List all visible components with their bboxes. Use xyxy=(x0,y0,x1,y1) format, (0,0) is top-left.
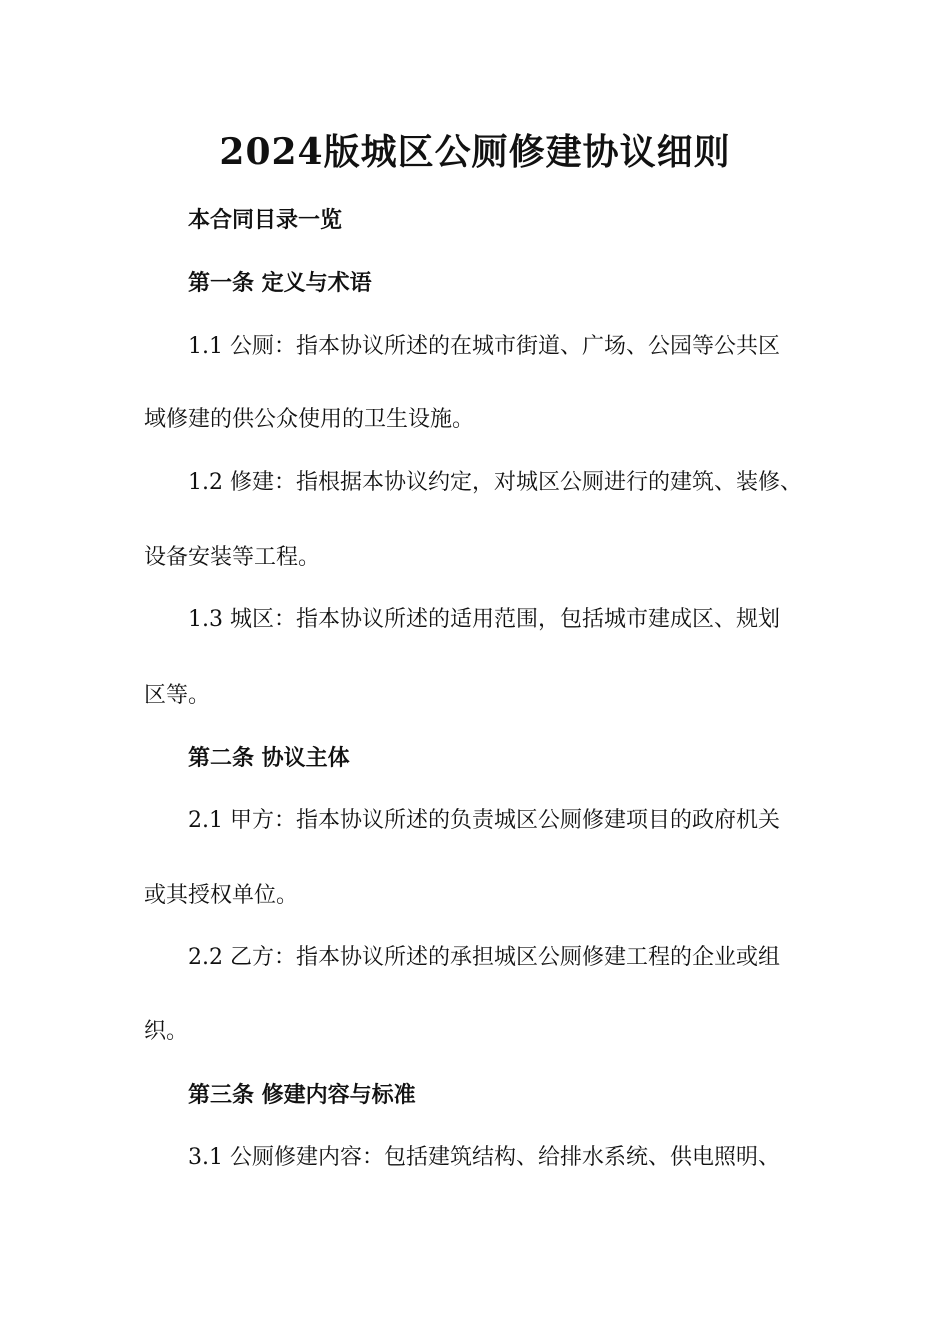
clause-2-2-line-2: 织。 xyxy=(144,1019,189,1044)
article-2-heading: 第二条 协议主体 xyxy=(188,745,350,771)
clause-1-1-line-2: 域修建的供公众使用的卫生设施。 xyxy=(144,407,475,432)
toc-heading: 本合同目录一览 xyxy=(188,207,343,233)
article-3-heading: 第三条 修建内容与标准 xyxy=(188,1082,416,1108)
clause-1-3-line-2: 区等。 xyxy=(144,683,211,708)
document-title: 2024版城区公厕修建协议细则 xyxy=(219,131,731,173)
clause-1-1-line-1: 1.1 公厕：指本协议所述的在城市街道、广场、公园等公共区 xyxy=(188,334,780,359)
clause-3-1-line-1: 3.1 公厕修建内容：包括建筑结构、给排水系统、供电照明、 xyxy=(188,1145,780,1170)
clause-2-1-line-2: 或其授权单位。 xyxy=(144,883,299,908)
clause-1-3-line-1: 1.3 城区：指本协议所述的适用范围，包括城市建成区、规划 xyxy=(188,607,780,632)
clause-1-2-line-1: 1.2 修建：指根据本协议约定，对城区公厕进行的建筑、装修、 xyxy=(188,470,802,495)
clause-1-2-line-2: 设备安装等工程。 xyxy=(144,545,321,570)
clause-2-1-line-1: 2.1 甲方：指本协议所述的负责城区公厕修建项目的政府机关 xyxy=(188,808,780,833)
article-1-heading: 第一条 定义与术语 xyxy=(188,270,372,296)
clause-2-2-line-1: 2.2 乙方：指本协议所述的承担城区公厕修建工程的企业或组 xyxy=(188,945,780,970)
